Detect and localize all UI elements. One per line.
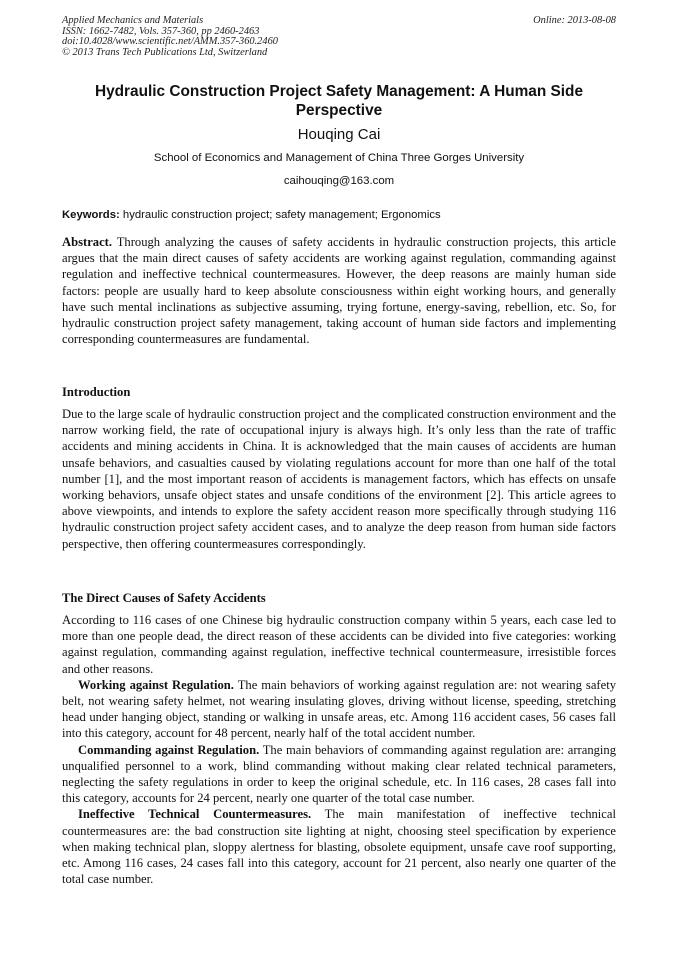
author-email: caihouqing@163.com bbox=[283, 175, 395, 187]
author-name: Houqing Cai bbox=[297, 126, 381, 143]
copyright-line: © 2013 Trans Tech Publications Ltd, Switzerland bbox=[62, 46, 268, 58]
introduction-paragraph bbox=[62, 406, 616, 552]
introduction-text: Due to the large scale of hydraulic construction project and the complicated construction environment and the narrow working field, the rate of occupational injury is always high. It’s only less than the rate of traffic accidents and mining accidents in China. It is acknowledged that the main causes of accidents are human unsafe behaviors, and casualties caused by violating regulations account for more than one half of the total number [1], and the most important reason of accidents is management factors, which has effects on unsafe working behaviors, unsafe object states and unsafe conditions of the environment [2]. This article agrees to above viewpoints, and intends to explore the safety accident reason more specifically through studying 116 hydraulic construction project safety accident cases, and to analyze the deep reason from human side factors perspective, then offering countermeasures correspondingly. bbox=[62, 407, 616, 551]
keywords-label: Keywords: bbox=[62, 209, 120, 221]
paragraph-text: The main manifestation of ineffective technical countermeasures are: the bad construction site lighting at night, choosing steel specification by experience when making technical plan, sloppy alertness for blasting, obsolete equipment, unsafe cave roof supporting, etc. Among 116 cases, 24 cases fall into this category, account for 21 percent, also nearly one quarter of the total case number. bbox=[62, 807, 616, 887]
paragraph-text: The main behaviors of working against regulation are: not wearing safety belt, not wearing safety helmet, not wearing insulating gloves, driving without license, speeding, stretching head under hanging object, standing or walking in unsafe areas, etc. Among 116 accident cases, 56 cases fall into this category, account for 48 percent, nearly half of the total accident number. bbox=[62, 677, 616, 741]
journal-name: Applied Mechanics and Materials bbox=[62, 15, 204, 26]
keywords-text: hydraulic construction project; safety management; Ergonomics bbox=[122, 209, 441, 221]
author-affiliation: School of Economics and Management of China Three Gorges University bbox=[153, 152, 525, 164]
online-date: Online: 2013-08-08 bbox=[533, 15, 616, 26]
journal-header bbox=[62, 16, 616, 58]
doi-line: doi:10.4028/www.scientific.net/AMM.357-360.2460 bbox=[62, 36, 278, 48]
keywords bbox=[62, 208, 616, 222]
direct-causes-intro: According to 116 cases of one Chinese big hydraulic construction company within 5 years, each case led to more than one people dead, the direct reason of these accidents can be divided into five categories: working against regulation, commanding against regulation, ineffective technical countermeasure, irresistible forces and other reasons. bbox=[62, 613, 616, 676]
abstract bbox=[62, 234, 616, 347]
paragraph-lead: Ineffective Technical Countermeasures. bbox=[78, 807, 312, 822]
paragraph-text: The main behaviors of commanding against regulation are: arranging unqualified personnel to a work, blind commanding without making clear related technical parameters, neglecting the safety regulations in order to keep the original schedule, etc. In 116 cases, 28 cases fall into this category, accounts for 24 percent, nearly one quarter of the total case number. bbox=[62, 742, 617, 806]
paragraph-commanding-against-regulation bbox=[62, 742, 616, 807]
section-heading-introduction: Introduction bbox=[62, 385, 131, 399]
paragraph-lead: Commanding against Regulation. bbox=[78, 742, 260, 757]
direct-causes-section bbox=[62, 612, 616, 887]
section-heading-direct-causes: The Direct Causes of Safety Accidents bbox=[62, 591, 266, 605]
abstract-label: Abstract. bbox=[62, 235, 113, 249]
paragraph-working-against-regulation bbox=[62, 677, 616, 742]
issn-line: ISSN: 1662-7482, Vols. 357-360, pp 2460-2463 bbox=[62, 25, 260, 37]
paragraph-ineffective-technical-countermeasures bbox=[62, 806, 616, 887]
paper-title: Hydraulic Construction Project Safety Management: A Human Side Perspective bbox=[94, 83, 584, 119]
paragraph-lead: Working against Regulation. bbox=[78, 677, 234, 692]
abstract-text: Through analyzing the causes of safety accidents in hydraulic construction projects, this article argues that the main direct causes of safety accidents are working against regulation, commanding against regulation and ineffective technical countermeasures. However, the deep reasons are mainly human side factors: people are usually hard to keep absolute consciousness within eight working hours, and generally have such mental inclinations as subjective assuming, trying fortune, energy-saving, rebellion, etc. So, for hydraulic construction project safety management, taking account of human side factors and implementing corresponding countermeasures are fundamental. bbox=[62, 235, 617, 347]
